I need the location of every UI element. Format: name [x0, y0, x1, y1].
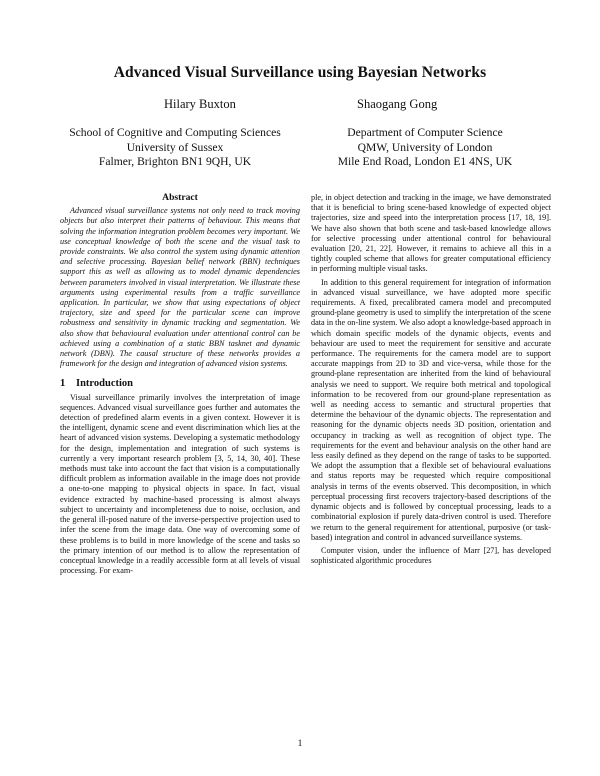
- intro-paragraph: Visual surveillance primarily involves the interpretation of image sequences. Advanced visual surveillance goes further and automates the detection of predefined alarm events in a given context. However it is the intelligent, dynamic scene and event discrimination which lies at the heart of advanced vision systems. Developing a systematic methodology for the design, implementation and integration of such systems is currently a very important research problem [3, 5, 14, 30, 40]. These methods must take into account the fact that vision is a computationally difficult problem as information available in the image does not provide a one-to-one mapping to physical objects in space. In fact, visual evidence extracted by machine-based processing is almost always subject to uncertainty and incompleteness due to noise, occlusion, and the general ill-posed nature of the inverse-perspective projection used to infer the scene from the image data. One way of overcoming some of these problems is to build in more knowledge of the scene and tasks so the primary intention of our method is to allow the representation of conceptual knowledge in a readily accessible form at all levels of visual processing. For exam-: [60, 392, 300, 576]
- affiliation-line: University of Sussex: [126, 140, 224, 154]
- intro-paragraph: In addition to this general requirement for integration of information in advanced visual surveillance, we have adopted more specific requirements. A fixed, precalibrated camera model and precomputed ground-plane geometry is used to simplify the interpretation of the scene data in the on-line system. We also adopt a knowledge-based approach in which domain specific models of the dynamic objects, events and behaviour are used to meet the requirement for sensitive and accurate performance. The requirements for the camera model are to support accurate mappings from 2D to 3D and vice-versa, while those for the ground-plane representation are inherited from the kind of behavioural analysis we need to support. We require both metrical and topological information to be recovered from our ground-plane representation as well as needing access to semantic and structural properties that determine the behaviour of the dynamic objects. The representation and reasoning for the dynamic objects needs 3D position, orientation and occupancy in tracking as well as recognition of object type. The requirements for the event and behaviour analysis on the other hand are less easily defined as they depend on the range of tasks to be supported. We adopt the assumption that a flexible set of behavioural evaluations and status reports may be requested which require compositional analysis in terms of the events observed. This decomposition, in which perceptual processing first recovers trajectory-based descriptions of the dynamic objects and is followed by conceptual processing, leads to a combinatorial explosion if purely data-driven control is used. Therefore we return to the general requirement for attentional, purposive (or task-based) integration and control in advanced surveillance systems.: [311, 277, 551, 542]
- author-name-1: Hilary Buxton: [164, 97, 236, 111]
- affiliation-line: QMW, University of London: [357, 140, 493, 154]
- author-affiliation-2: [300, 126, 550, 170]
- page-number: 1: [297, 739, 303, 749]
- left-column: [60, 193, 300, 576]
- affiliation-line: School of Cognitive and Computing Sciences: [69, 126, 281, 139]
- affiliation-line: Department of Computer Science: [347, 126, 503, 139]
- affiliation-line: Mile End Road, London E1 4NS, UK: [337, 155, 513, 169]
- author-affiliation-1: [50, 126, 300, 170]
- section-heading: [60, 379, 300, 389]
- paper-title: Advanced Visual Surveillance using Bayesian Networks: [113, 64, 487, 81]
- abstract-heading: Abstract: [162, 192, 198, 203]
- section-number: 1: [60, 378, 66, 390]
- abstract-text: Advanced visual surveillance systems not only need to track moving objects but also interpret their patterns of behaviour. This means that solving the information integration problem becomes very important. We use conceptual knowledge of both the scene and the visual task to provide constraints. We also control the system using dynamic attention and selective processing. Bayesian belief network (BBN) techniques support this as well as allowing us to model dynamic dependencies between parameters involved in visual interpretation. We illustrate these arguments using experimental results from a traffic surveillance application. In particular, we show that using expectations of object trajectory, size and speed for the particular scene can improve robustness and sensitivity in dynamic tracking and segmentation. We also show that behavioural evaluation under attentional control can be achieved using a combination of a static BBN tasknet and dynamic network (DBN). The causal structure of these networks provides a framework for the design and integration of advanced vision systems.: [60, 206, 300, 369]
- affiliation-line: Falmer, Brighton BN1 9QH, UK: [98, 155, 252, 169]
- intro-paragraph-continued: ple, in object detection and tracking in the image, we have demonstrated that it is beneficial to bring scene-based knowledge of expected object trajectories, size and speed into the interpretation process [17, 18, 19]. We have also shown that both scene and task-based knowledge allows for selective processing under attentional control for behavioural evaluation [20, 21, 22]. However, it remains to achieve all this in a tightly coupled scheme that allows for greater computational efficiency in performing multiple visual tasks.: [311, 193, 551, 274]
- author-name-2: Shaogang Gong: [357, 97, 438, 111]
- intro-paragraph: Computer vision, under the influence of Marr [27], has developed sophisticated algorithmic procedures: [311, 545, 551, 566]
- section-title: Introduction: [76, 378, 133, 390]
- right-column: [311, 193, 551, 566]
